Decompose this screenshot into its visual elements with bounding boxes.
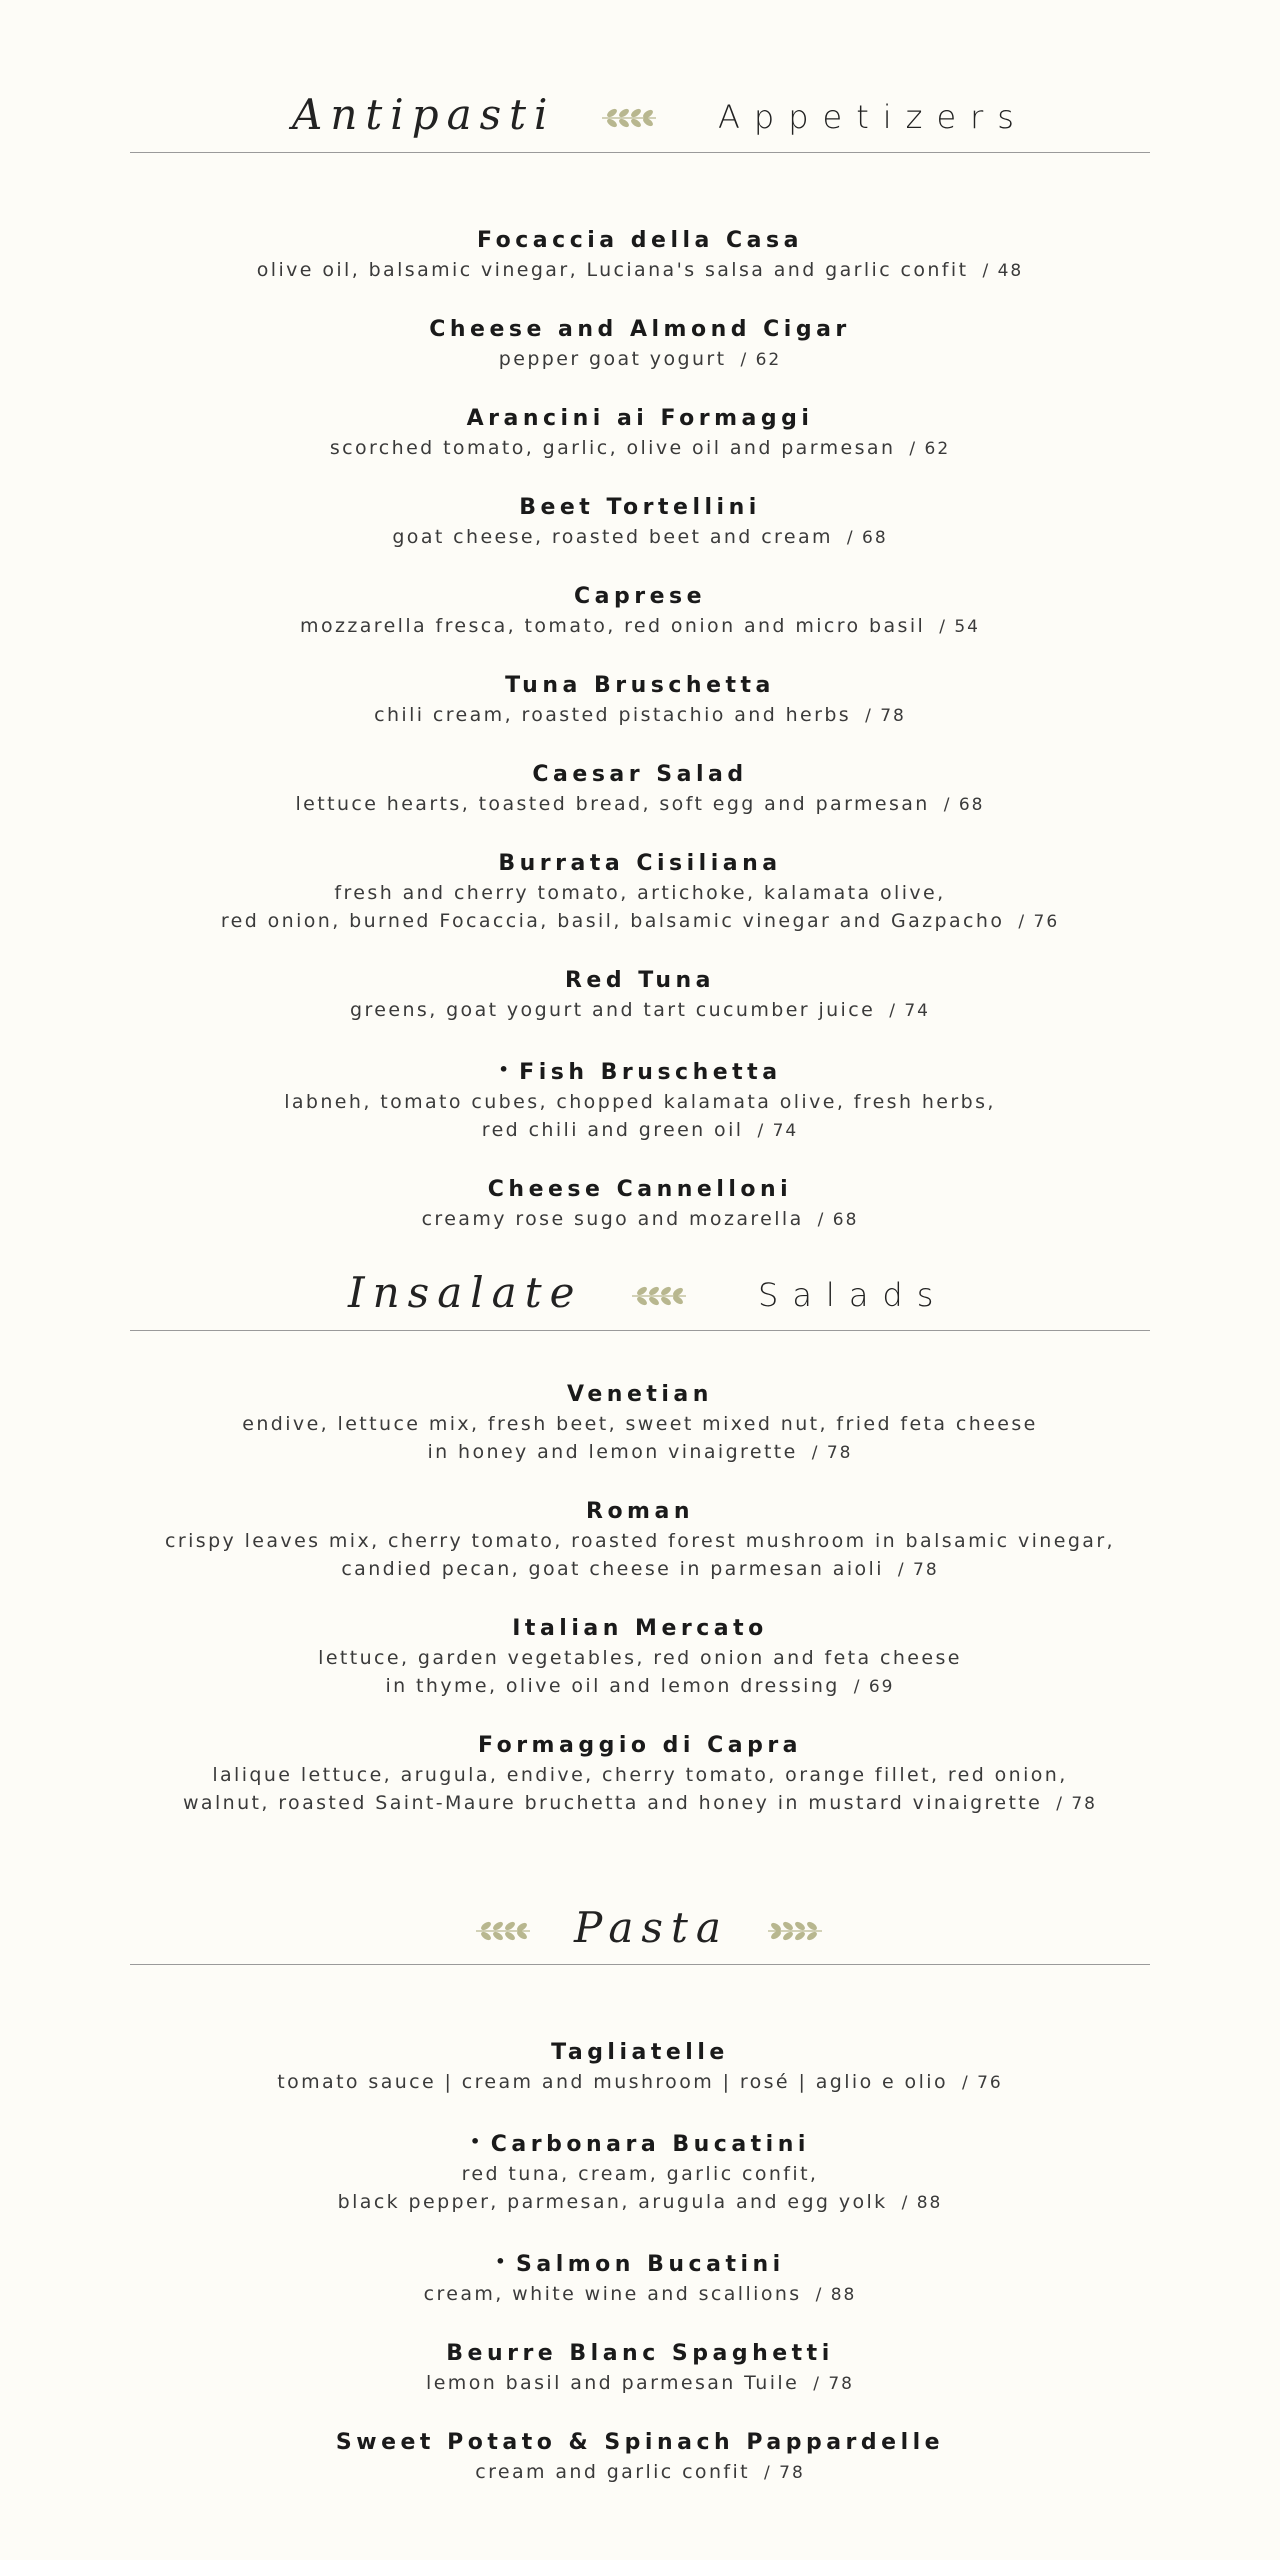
menu-item-title: Beurre Blanc Spaghetti — [446, 2341, 834, 2366]
antipasti-english-title: Appetizers — [718, 98, 1028, 136]
description-text: candied pecan, goat cheese in parmesan aioli — [341, 1558, 884, 1580]
description-text: fresh and cherry tomato, artichoke, kalamata olive, — [334, 882, 946, 904]
menu-item-name — [0, 1614, 1280, 1644]
menu-item-price: / 78 — [764, 2463, 805, 2483]
menu-item-name — [0, 1731, 1280, 1761]
menu-item-title: Caprese — [573, 584, 707, 609]
menu-item — [0, 2038, 1280, 2097]
menu-item-description — [0, 1527, 1280, 1555]
menu-item-name — [0, 966, 1280, 996]
menu-item-description — [0, 256, 1280, 285]
menu-item — [0, 1055, 1280, 1145]
menu-item-title: Formaggio di Capra — [477, 1733, 803, 1758]
menu-item-price: / 68 — [846, 528, 888, 548]
menu-item — [0, 849, 1280, 936]
menu-item-name — [0, 1055, 1280, 1088]
menu-item-name — [0, 582, 1280, 612]
menu-item — [0, 1175, 1280, 1234]
menu-item-title: Tagliatelle — [551, 2040, 729, 2065]
menu-item-description — [0, 1789, 1280, 1818]
section-divider — [130, 152, 1150, 153]
menu-item-name — [0, 671, 1280, 701]
menu-item-title: Fish Bruschetta — [519, 1060, 782, 1085]
menu-item-price: / 74 — [757, 1121, 799, 1141]
menu-item-description — [0, 434, 1280, 463]
laurel-icon — [474, 1917, 532, 1945]
menu-item-description — [0, 345, 1280, 374]
menu-item-name — [0, 226, 1280, 256]
description-text: red chili and green oil — [481, 1119, 744, 1141]
description-text: walnut, roasted Saint-Maure bruchetta and honey in mustard vinaigrette — [182, 1792, 1043, 1814]
description-text: crispy leaves mix, cherry tomato, roasted forest mushroom in balsamic vinegar, — [165, 1530, 1115, 1552]
antipasti-italian-title: Antipasti — [292, 90, 556, 139]
menu-item-title: Tuna Bruschetta — [505, 673, 775, 698]
menu-item-name — [0, 1380, 1280, 1410]
laurel-icon — [766, 1917, 824, 1945]
menu-item — [0, 1380, 1280, 1467]
menu-item-price: / 78 — [897, 1560, 939, 1580]
menu-item — [0, 966, 1280, 1025]
special-marker: • — [498, 1060, 514, 1079]
menu-item-price: / 62 — [909, 439, 951, 459]
menu-item — [0, 2127, 1280, 2217]
description-text: creamy rose sugo and mozarella — [421, 1208, 804, 1230]
menu-item-price: / 48 — [982, 261, 1024, 281]
laurel-icon — [600, 104, 658, 132]
special-marker: • — [470, 2132, 485, 2151]
description-text: lemon basil and parmesan Tuile — [426, 2372, 800, 2394]
menu-item — [0, 760, 1280, 819]
menu-item — [0, 493, 1280, 552]
menu-item-title: Carbonara Bucatini — [490, 2132, 810, 2157]
menu-item-description — [0, 907, 1280, 936]
description-text: cream, white wine and scallions — [423, 2283, 802, 2305]
menu-item-description — [0, 2068, 1280, 2097]
menu-item — [0, 2339, 1280, 2398]
description-text: in thyme, olive oil and lemon dressing — [385, 1675, 840, 1697]
menu-item — [0, 226, 1280, 285]
menu-item — [0, 315, 1280, 374]
description-text: pepper goat yogurt — [498, 348, 727, 370]
antipasti-header — [0, 82, 1280, 152]
menu-item-description — [0, 1088, 1280, 1116]
menu-item-title: Arancini ai Formaggi — [466, 406, 814, 431]
description-text: labneh, tomato cubes, chopped kalamata olive, fresh herbs, — [284, 1091, 996, 1113]
menu-item-title: Caesar Salad — [532, 762, 748, 787]
menu-item-name — [0, 849, 1280, 879]
menu-item-description — [0, 1761, 1280, 1789]
menu-item-description — [0, 1116, 1280, 1145]
menu-item-name — [0, 404, 1280, 434]
menu-item-description — [0, 2458, 1280, 2487]
menu-item-price: / 88 — [901, 2193, 943, 2213]
menu-item-price: / 78 — [1056, 1794, 1097, 1814]
menu-item-title: Venetian — [567, 1382, 713, 1407]
insalate-list — [0, 1380, 1280, 1818]
menu-item-name — [0, 2038, 1280, 2068]
menu-item-title: Cheese and Almond Cigar — [429, 317, 851, 342]
menu-item-description — [0, 790, 1280, 819]
menu-item — [0, 1614, 1280, 1701]
menu-item-price: / 78 — [865, 706, 906, 726]
insalate-english-title: Salads — [758, 1276, 948, 1314]
menu-item-price: / 54 — [939, 617, 980, 637]
menu-item-title: Burrata Cisiliana — [498, 851, 782, 876]
section-divider — [130, 1330, 1150, 1331]
menu-item-name — [0, 2247, 1280, 2280]
antipasti-list — [0, 226, 1280, 1234]
menu-item — [0, 2428, 1280, 2487]
description-text: lalique lettuce, arugula, endive, cherry tomato, orange fillet, red onion, — [212, 1764, 1068, 1786]
menu-item-price: / 88 — [815, 2285, 857, 2305]
menu-item-price: / 78 — [811, 1443, 853, 1463]
description-text: tomato sauce | cream and mushroom | rosé | aglio e olio — [277, 2071, 948, 2093]
menu-item — [0, 671, 1280, 730]
menu-item-price: / 69 — [853, 1677, 895, 1697]
menu-item-price: / 74 — [889, 1001, 930, 1021]
menu-item-title: Italian Mercato — [512, 1616, 768, 1641]
menu-item-title: Roman — [586, 1499, 694, 1524]
description-text: red onion, burned Focaccia, basil, balsamic vinegar and Gazpacho — [220, 910, 1005, 932]
menu-item-name — [0, 760, 1280, 790]
menu-item-description — [0, 523, 1280, 552]
menu-item — [0, 582, 1280, 641]
menu-item-description — [0, 2369, 1280, 2398]
insalate-italian-title: Insalate — [348, 1268, 583, 1317]
description-text: lettuce hearts, toasted bread, soft egg and parmesan — [295, 793, 930, 815]
menu-item — [0, 1497, 1280, 1584]
menu-item-title: Cheese Cannelloni — [487, 1177, 793, 1202]
menu-item-description — [0, 2188, 1280, 2217]
description-text: greens, goat yogurt and tart cucumber juice — [350, 999, 876, 1021]
description-text: red tuna, cream, garlic confit, — [461, 2163, 819, 2185]
description-text: mozzarella fresca, tomato, red onion and micro basil — [300, 615, 926, 637]
menu-item-description — [0, 2280, 1280, 2309]
menu-item-name — [0, 2339, 1280, 2369]
pasta-italian-title: Pasta — [574, 1903, 729, 1952]
menu-item-description — [0, 1438, 1280, 1467]
description-text: endive, lettuce mix, fresh beet, sweet mixed nut, fried feta cheese — [242, 1413, 1038, 1435]
description-text: chili cream, roasted pistachio and herbs — [374, 704, 852, 726]
menu-item — [0, 404, 1280, 463]
insalate-header — [0, 1260, 1280, 1330]
menu-item-description — [0, 1555, 1280, 1584]
description-text: cream and garlic confit — [475, 2461, 751, 2483]
menu-item-title: Red Tuna — [564, 968, 716, 993]
menu-item-price: / 76 — [961, 2073, 1003, 2093]
menu-item-description — [0, 1410, 1280, 1438]
menu-item-description — [0, 1672, 1280, 1701]
menu-item-title: Focaccia della Casa — [477, 228, 803, 253]
section-divider — [130, 1964, 1150, 1965]
menu-item — [0, 2247, 1280, 2309]
description-text: black pepper, parmesan, arugula and egg yolk — [337, 2191, 888, 2213]
menu-item-price: / 76 — [1018, 912, 1060, 932]
pasta-list — [0, 2038, 1280, 2487]
menu-item — [0, 1731, 1280, 1818]
menu-item-name — [0, 1175, 1280, 1205]
menu-item-description — [0, 996, 1280, 1025]
description-text: olive oil, balsamic vinegar, Luciana's salsa and garlic confit — [256, 259, 969, 281]
menu-item-name — [0, 1497, 1280, 1527]
menu-item-title: Sweet Potato & Spinach Pappardelle — [335, 2430, 945, 2455]
description-text: in honey and lemon vinaigrette — [427, 1441, 798, 1463]
description-text: lettuce, garden vegetables, red onion and feta cheese — [318, 1647, 962, 1669]
menu-item-price: / 68 — [817, 1210, 859, 1230]
menu-item-description — [0, 2160, 1280, 2188]
menu-item-name — [0, 2428, 1280, 2458]
menu-item-description — [0, 1644, 1280, 1672]
description-text: goat cheese, roasted beet and cream — [392, 526, 833, 548]
menu-item-title: Salmon Bucatini — [516, 2252, 785, 2277]
menu-item-description — [0, 701, 1280, 730]
menu-item-description — [0, 1205, 1280, 1234]
menu-item-price: / 68 — [943, 795, 985, 815]
menu-item-name — [0, 315, 1280, 345]
special-marker: • — [495, 2252, 511, 2271]
description-text: scorched tomato, garlic, olive oil and parmesan — [329, 437, 896, 459]
menu-item-description — [0, 879, 1280, 907]
menu-item-title: Beet Tortellini — [519, 495, 761, 520]
menu-item-name — [0, 2127, 1280, 2160]
pasta-header — [0, 1895, 1280, 1965]
menu-item-price: / 62 — [740, 350, 782, 370]
laurel-icon — [630, 1282, 688, 1310]
menu-item-description — [0, 612, 1280, 641]
menu-item-price: / 78 — [813, 2374, 854, 2394]
menu-item-name — [0, 493, 1280, 523]
